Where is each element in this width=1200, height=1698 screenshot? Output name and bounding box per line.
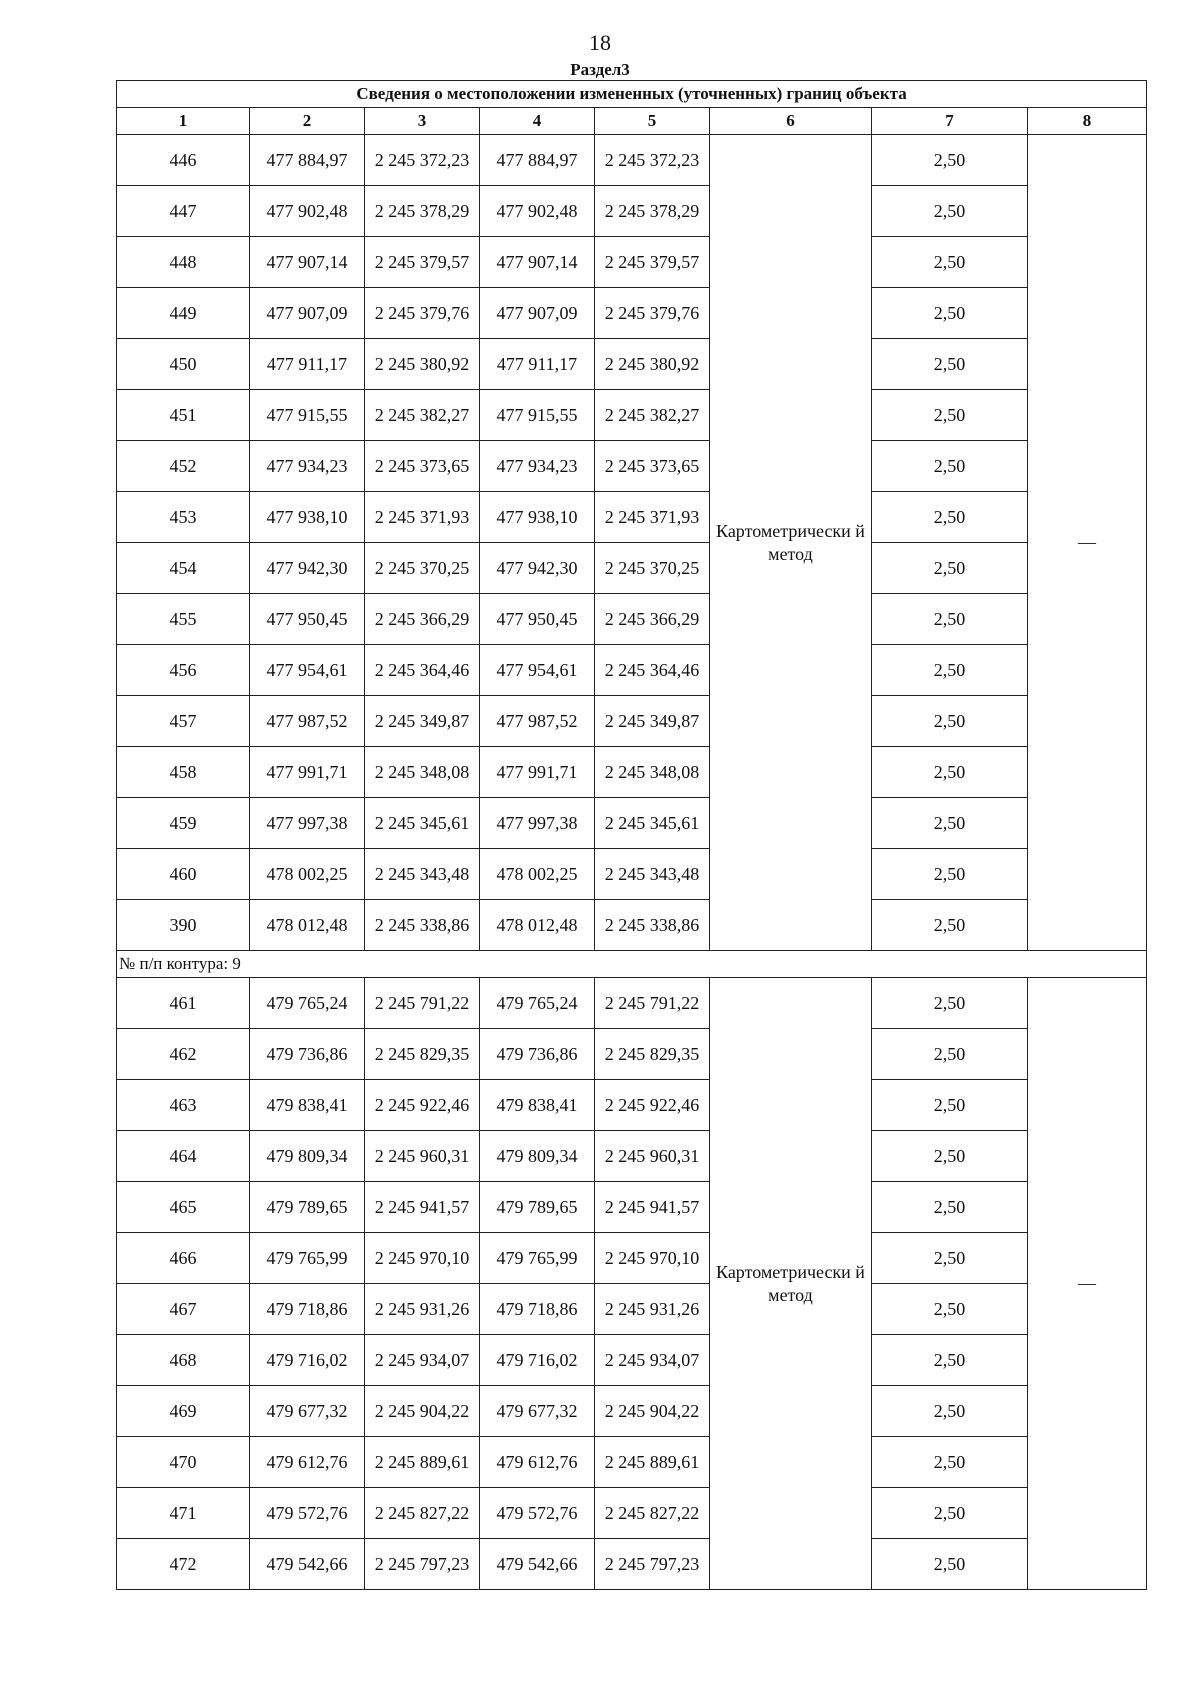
y-new-cell: 2 245 343,48 [595,849,710,900]
y-new-cell: 2 245 382,27 [595,390,710,441]
notes-cell: — [1028,978,1147,1590]
table-row [117,1335,1147,1386]
x-old-cell: 479 612,76 [250,1437,365,1488]
point-number-cell: 458 [117,747,250,798]
y-new-cell: 2 245 364,46 [595,645,710,696]
y-old-cell: 2 245 827,22 [365,1488,480,1539]
x-new-cell: 478 012,48 [480,900,595,951]
table-row [117,696,1147,747]
accuracy-cell: 2,50 [872,594,1028,645]
x-new-cell: 478 002,25 [480,849,595,900]
column-header: 7 [872,108,1028,135]
column-header: 2 [250,108,365,135]
y-new-cell: 2 245 370,25 [595,543,710,594]
x-old-cell: 479 809,34 [250,1131,365,1182]
x-old-cell: 479 765,24 [250,978,365,1029]
x-new-cell: 479 572,76 [480,1488,595,1539]
x-old-cell: 477 911,17 [250,339,365,390]
point-number-cell: 446 [117,135,250,186]
point-number-cell: 465 [117,1182,250,1233]
point-number-cell: 460 [117,849,250,900]
y-old-cell: 2 245 343,48 [365,849,480,900]
accuracy-cell: 2,50 [872,1029,1028,1080]
accuracy-cell: 2,50 [872,849,1028,900]
page-number: 18 [589,30,611,55]
x-old-cell: 477 938,10 [250,492,365,543]
y-new-cell: 2 245 373,65 [595,441,710,492]
x-new-cell: 477 915,55 [480,390,595,441]
y-old-cell: 2 245 797,23 [365,1539,480,1590]
accuracy-cell: 2,50 [872,390,1028,441]
point-number-cell: 470 [117,1437,250,1488]
y-old-cell: 2 245 349,87 [365,696,480,747]
point-number-cell: 466 [117,1233,250,1284]
y-old-cell: 2 245 904,22 [365,1386,480,1437]
header-row [117,108,1147,135]
column-header: 4 [480,108,595,135]
x-new-cell: 477 997,38 [480,798,595,849]
y-new-cell: 2 245 904,22 [595,1386,710,1437]
y-new-cell: 2 245 349,87 [595,696,710,747]
x-new-cell: 479 838,41 [480,1080,595,1131]
accuracy-cell: 2,50 [872,1386,1028,1437]
contour-label: № п/п контура: 9 [117,951,1147,978]
x-old-cell: 477 907,14 [250,237,365,288]
y-old-cell: 2 245 922,46 [365,1080,480,1131]
accuracy-cell: 2,50 [872,339,1028,390]
point-number-cell: 464 [117,1131,250,1182]
y-old-cell: 2 245 382,27 [365,390,480,441]
accuracy-cell: 2,50 [872,1233,1028,1284]
point-number-cell: 453 [117,492,250,543]
y-new-cell: 2 245 366,29 [595,594,710,645]
accuracy-cell: 2,50 [872,441,1028,492]
x-new-cell: 479 765,99 [480,1233,595,1284]
x-old-cell: 479 677,32 [250,1386,365,1437]
x-new-cell: 477 954,61 [480,645,595,696]
point-number-cell: 472 [117,1539,250,1590]
y-old-cell: 2 245 338,86 [365,900,480,951]
x-old-cell: 479 716,02 [250,1335,365,1386]
accuracy-cell: 2,50 [872,492,1028,543]
x-new-cell: 479 542,66 [480,1539,595,1590]
accuracy-cell: 2,50 [872,1437,1028,1488]
accuracy-cell: 2,50 [872,900,1028,951]
accuracy-cell: 2,50 [872,135,1028,186]
y-old-cell: 2 245 378,29 [365,186,480,237]
column-header: 6 [710,108,872,135]
table-row [117,543,1147,594]
y-old-cell: 2 245 380,92 [365,339,480,390]
y-new-cell: 2 245 797,23 [595,1539,710,1590]
accuracy-cell: 2,50 [872,798,1028,849]
table-row [117,849,1147,900]
table-row [117,288,1147,339]
table-row [117,1539,1147,1590]
y-old-cell: 2 245 370,25 [365,543,480,594]
x-new-cell: 479 718,86 [480,1284,595,1335]
y-new-cell: 2 245 372,23 [595,135,710,186]
x-old-cell: 477 997,38 [250,798,365,849]
accuracy-cell: 2,50 [872,1182,1028,1233]
table-row [117,798,1147,849]
table-row [117,441,1147,492]
table-row [117,900,1147,951]
table-row [117,339,1147,390]
point-number-cell: 461 [117,978,250,1029]
x-old-cell: 479 542,66 [250,1539,365,1590]
accuracy-cell: 2,50 [872,237,1028,288]
x-new-cell: 479 677,32 [480,1386,595,1437]
x-new-cell: 479 809,34 [480,1131,595,1182]
point-number-cell: 452 [117,441,250,492]
y-old-cell: 2 245 970,10 [365,1233,480,1284]
x-old-cell: 478 012,48 [250,900,365,951]
contour-row [117,951,1147,978]
y-old-cell: 2 245 889,61 [365,1437,480,1488]
x-old-cell: 477 934,23 [250,441,365,492]
x-old-cell: 477 987,52 [250,696,365,747]
table-title: Сведения о местоположении измененных (уточненных) границ объекта [117,81,1147,108]
table-row [117,1131,1147,1182]
point-number-cell: 471 [117,1488,250,1539]
point-number-cell: 455 [117,594,250,645]
point-number-cell: 469 [117,1386,250,1437]
notes-cell: — [1028,135,1147,951]
y-old-cell: 2 245 366,29 [365,594,480,645]
x-old-cell: 477 902,48 [250,186,365,237]
x-new-cell: 477 911,17 [480,339,595,390]
section-title: Раздел3 [570,60,630,79]
table-row [117,594,1147,645]
point-number-cell: 449 [117,288,250,339]
x-new-cell: 477 902,48 [480,186,595,237]
y-new-cell: 2 245 829,35 [595,1029,710,1080]
x-old-cell: 479 765,99 [250,1233,365,1284]
x-new-cell: 477 907,14 [480,237,595,288]
point-number-cell: 459 [117,798,250,849]
y-old-cell: 2 245 345,61 [365,798,480,849]
x-new-cell: 477 991,71 [480,747,595,798]
table-row [117,237,1147,288]
accuracy-cell: 2,50 [872,288,1028,339]
y-new-cell: 2 245 791,22 [595,978,710,1029]
x-new-cell: 477 942,30 [480,543,595,594]
y-new-cell: 2 245 380,92 [595,339,710,390]
x-new-cell: 477 987,52 [480,696,595,747]
x-old-cell: 477 942,30 [250,543,365,594]
column-header: 1 [117,108,250,135]
accuracy-cell: 2,50 [872,1335,1028,1386]
x-new-cell: 477 934,23 [480,441,595,492]
y-old-cell: 2 245 941,57 [365,1182,480,1233]
y-old-cell: 2 245 364,46 [365,645,480,696]
table-row [117,492,1147,543]
method-cell: Картометрически й метод [710,135,872,951]
y-new-cell: 2 245 934,07 [595,1335,710,1386]
point-number-cell: 456 [117,645,250,696]
table-row [117,1386,1147,1437]
point-number-cell: 447 [117,186,250,237]
x-new-cell: 477 950,45 [480,594,595,645]
accuracy-cell: 2,50 [872,186,1028,237]
y-new-cell: 2 245 889,61 [595,1437,710,1488]
x-new-cell: 479 765,24 [480,978,595,1029]
accuracy-cell: 2,50 [872,696,1028,747]
x-old-cell: 479 572,76 [250,1488,365,1539]
x-old-cell: 477 884,97 [250,135,365,186]
table-row [117,390,1147,441]
x-old-cell: 477 915,55 [250,390,365,441]
y-new-cell: 2 245 960,31 [595,1131,710,1182]
x-new-cell: 479 736,86 [480,1029,595,1080]
y-old-cell: 2 245 379,76 [365,288,480,339]
y-new-cell: 2 245 338,86 [595,900,710,951]
point-number-cell: 463 [117,1080,250,1131]
y-old-cell: 2 245 373,65 [365,441,480,492]
y-new-cell: 2 245 931,26 [595,1284,710,1335]
x-new-cell: 479 716,02 [480,1335,595,1386]
table-row [117,978,1147,1029]
x-old-cell: 477 950,45 [250,594,365,645]
column-header: 5 [595,108,710,135]
y-old-cell: 2 245 348,08 [365,747,480,798]
y-old-cell: 2 245 829,35 [365,1029,480,1080]
y-new-cell: 2 245 345,61 [595,798,710,849]
y-new-cell: 2 245 827,22 [595,1488,710,1539]
x-new-cell: 479 789,65 [480,1182,595,1233]
table-row [117,645,1147,696]
point-number-cell: 468 [117,1335,250,1386]
x-old-cell: 477 991,71 [250,747,365,798]
y-new-cell: 2 245 379,57 [595,237,710,288]
point-number-cell: 454 [117,543,250,594]
x-new-cell: 479 612,76 [480,1437,595,1488]
y-old-cell: 2 245 379,57 [365,237,480,288]
y-old-cell: 2 245 960,31 [365,1131,480,1182]
y-new-cell: 2 245 378,29 [595,186,710,237]
boundary-table [116,80,1147,1590]
accuracy-cell: 2,50 [872,1488,1028,1539]
x-new-cell: 477 907,09 [480,288,595,339]
point-number-cell: 462 [117,1029,250,1080]
accuracy-cell: 2,50 [872,978,1028,1029]
point-number-cell: 457 [117,696,250,747]
table-row [117,1029,1147,1080]
x-old-cell: 477 907,09 [250,288,365,339]
point-number-cell: 390 [117,900,250,951]
point-number-cell: 448 [117,237,250,288]
x-old-cell: 477 954,61 [250,645,365,696]
accuracy-cell: 2,50 [872,747,1028,798]
table-row [117,1437,1147,1488]
accuracy-cell: 2,50 [872,645,1028,696]
table-row [117,135,1147,186]
y-new-cell: 2 245 371,93 [595,492,710,543]
x-new-cell: 477 938,10 [480,492,595,543]
accuracy-cell: 2,50 [872,543,1028,594]
x-old-cell: 479 718,86 [250,1284,365,1335]
x-old-cell: 479 838,41 [250,1080,365,1131]
y-old-cell: 2 245 791,22 [365,978,480,1029]
point-number-cell: 451 [117,390,250,441]
method-cell: Картометрически й метод [710,978,872,1590]
point-number-cell: 467 [117,1284,250,1335]
table-row [117,747,1147,798]
y-new-cell: 2 245 348,08 [595,747,710,798]
x-new-cell: 477 884,97 [480,135,595,186]
x-old-cell: 479 789,65 [250,1182,365,1233]
table-row [117,1080,1147,1131]
table-row [117,1488,1147,1539]
y-new-cell: 2 245 970,10 [595,1233,710,1284]
accuracy-cell: 2,50 [872,1131,1028,1182]
table-row [117,186,1147,237]
y-old-cell: 2 245 931,26 [365,1284,480,1335]
accuracy-cell: 2,50 [872,1080,1028,1131]
accuracy-cell: 2,50 [872,1539,1028,1590]
x-old-cell: 478 002,25 [250,849,365,900]
y-old-cell: 2 245 371,93 [365,492,480,543]
x-old-cell: 479 736,86 [250,1029,365,1080]
y-old-cell: 2 245 372,23 [365,135,480,186]
table-row [117,1233,1147,1284]
column-header: 8 [1028,108,1147,135]
column-header: 3 [365,108,480,135]
y-new-cell: 2 245 922,46 [595,1080,710,1131]
table-row [117,1284,1147,1335]
y-old-cell: 2 245 934,07 [365,1335,480,1386]
table-row [117,1182,1147,1233]
accuracy-cell: 2,50 [872,1284,1028,1335]
point-number-cell: 450 [117,339,250,390]
y-new-cell: 2 245 941,57 [595,1182,710,1233]
y-new-cell: 2 245 379,76 [595,288,710,339]
